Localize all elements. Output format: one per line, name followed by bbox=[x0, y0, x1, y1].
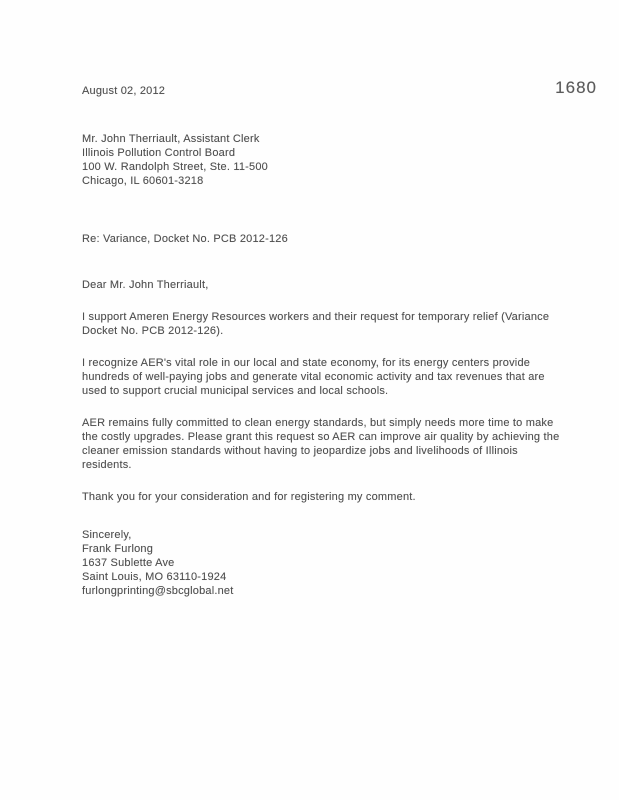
recipient-city-state-zip: Chicago, IL 60601-3218 bbox=[82, 175, 204, 187]
signer-street-address: 1637 Sublette Ave bbox=[82, 557, 175, 569]
signer-email: furlongprinting@sbcglobal.net bbox=[82, 585, 234, 597]
recipient-organization: Illinois Pollution Control Board bbox=[82, 147, 236, 159]
signature-block bbox=[82, 528, 560, 598]
paragraph-thank-you: Thank you for your consideration and for registering my comment. bbox=[82, 491, 416, 503]
recipient-name: Mr. John Therriault, Assistant Clerk bbox=[82, 133, 260, 145]
subject-re-line: Re: Variance, Docket No. PCB 2012-126 bbox=[82, 233, 288, 245]
letter-body bbox=[82, 84, 560, 598]
salutation: Dear Mr. John Therriault, bbox=[82, 279, 209, 291]
paragraph-clean-energy-commitment: AER remains fully committed to clean energy standards, but simply needs more time to make the costly upgrades. Please grant this request so AER can improve air quality by achieving the cleaner emission standards without having to jeopardize jobs and livelihoods of Illinois residents. bbox=[82, 417, 560, 471]
recipient-street: 100 W. Randolph Street, Ste. 11-500 bbox=[82, 161, 268, 173]
recipient-address-block bbox=[82, 132, 560, 188]
signer-name: Frank Furlong bbox=[82, 543, 154, 555]
paragraph-support-statement: I support Ameren Energy Resources workers and their request for temporary relief (Variance Docket No. PCB 2012-126). bbox=[82, 311, 550, 337]
signer-city-state-zip: Saint Louis, MO 63110-1924 bbox=[82, 571, 227, 583]
closing-word: Sincerely, bbox=[82, 529, 132, 541]
page-number-stamp: 1680 bbox=[555, 78, 597, 97]
letter-date: August 02, 2012 bbox=[82, 85, 166, 97]
paragraph-economic-role: I recognize AER's vital role in our local and state economy, for its energy centers provide hundreds of well-paying jobs and generate vital economic activity and tax revenues that are used to support crucial municipal services and local schools. bbox=[82, 357, 545, 397]
